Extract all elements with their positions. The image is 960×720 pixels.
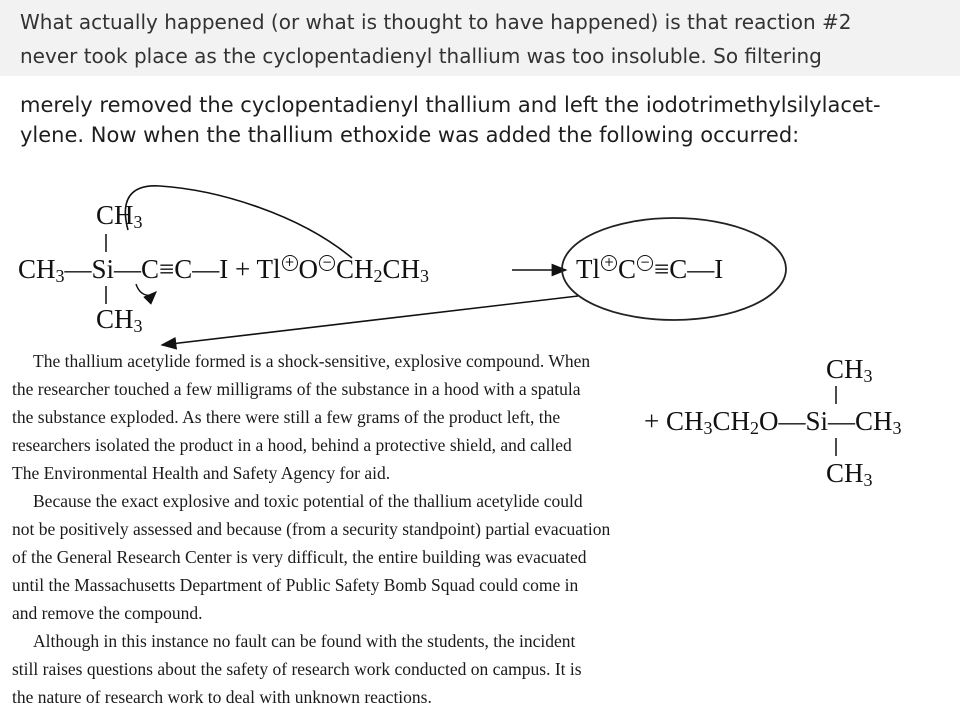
reaction-equation: $CH_3—Si—C\equiv C—I + Tl + O - CH_2CH_3$ (18, 254, 430, 286)
reactant-bottom-methyl: $CH_3$ (96, 304, 143, 336)
small-curved-arrow-icon (136, 284, 156, 295)
top-paragraph-line-2: never took place as the cyclopentadienyl thallium was too insoluble. So filtering (20, 44, 822, 68)
product-highlight-circle (562, 218, 786, 320)
body-line-10: and remove the compound. (12, 603, 203, 623)
body-line-9: until the Massachusetts Department of Public Safety Bomb Squad could come in (12, 575, 579, 595)
body-line-12: still raises questions about the safety of research work conducted on campus. It is (12, 659, 582, 679)
byproduct-equation: + $CH_3CH_2O—Si—CH_3$ (644, 406, 902, 438)
byproduct-bottom-methyl: $CH_3$ (826, 458, 873, 490)
ethoxide-oxygen: O (298, 254, 319, 284)
negative-charge-icon: − (319, 255, 335, 271)
body-line-7: not be positively assessed and because (from a security standpoint) partial evacuation (12, 519, 611, 539)
byproduct-top-methyl: $CH_3$ (826, 354, 873, 386)
body-line-6: Because the exact explosive and toxic potential of the thallium acetylide could (33, 491, 583, 511)
body-line-8: of the General Research Center is very difficult, the entire building was evacuated (12, 547, 587, 567)
ethyl-group: CH (336, 254, 374, 284)
thallium-acetylide-product: Tl + C − ≡C—I (576, 254, 724, 284)
positive-charge-icon: + (282, 255, 298, 271)
body-line-13: the nature of research work to deal with unknown reactions. (12, 687, 432, 707)
body-line-3: the substance exploded. As there were still a few grams of the product left, the (12, 407, 561, 427)
curved-attack-arrow-icon (125, 186, 352, 258)
positive-charge-icon: + (601, 255, 617, 271)
pointer-arrow-icon (162, 296, 578, 345)
negative-charge-icon: − (637, 255, 653, 271)
body-line-11: Although in this instance no fault can be found with the students, the incident (33, 631, 576, 651)
middle-paragraph-line-1: merely removed the cyclopentadienyl thallium and left the iodotrimethylsilylacet- (20, 93, 881, 117)
reactant-silyl-acetylene: —Si—C≡C—I + Tl (64, 254, 281, 284)
reactant-methyl: CH (18, 254, 56, 284)
middle-paragraph-line-2: ylene. Now when the thallium ethoxide was added the following occurred: (20, 123, 800, 147)
body-line-5: The Environmental Health and Safety Agency for aid. (12, 463, 391, 483)
reactant-top-methyl: $CH_3$ (96, 200, 143, 232)
body-line-2: the researcher touched a few milligrams of the substance in a hood with a spatula (12, 379, 581, 399)
top-paragraph-line-1: What actually happened (or what is thought to have happened) is that reaction #2 (20, 10, 852, 34)
body-line-4: researchers isolated the product in a hood, behind a protective shield, and called (12, 435, 572, 455)
body-line-1: The thallium acetylide formed is a shock-sensitive, explosive compound. When (33, 351, 591, 371)
